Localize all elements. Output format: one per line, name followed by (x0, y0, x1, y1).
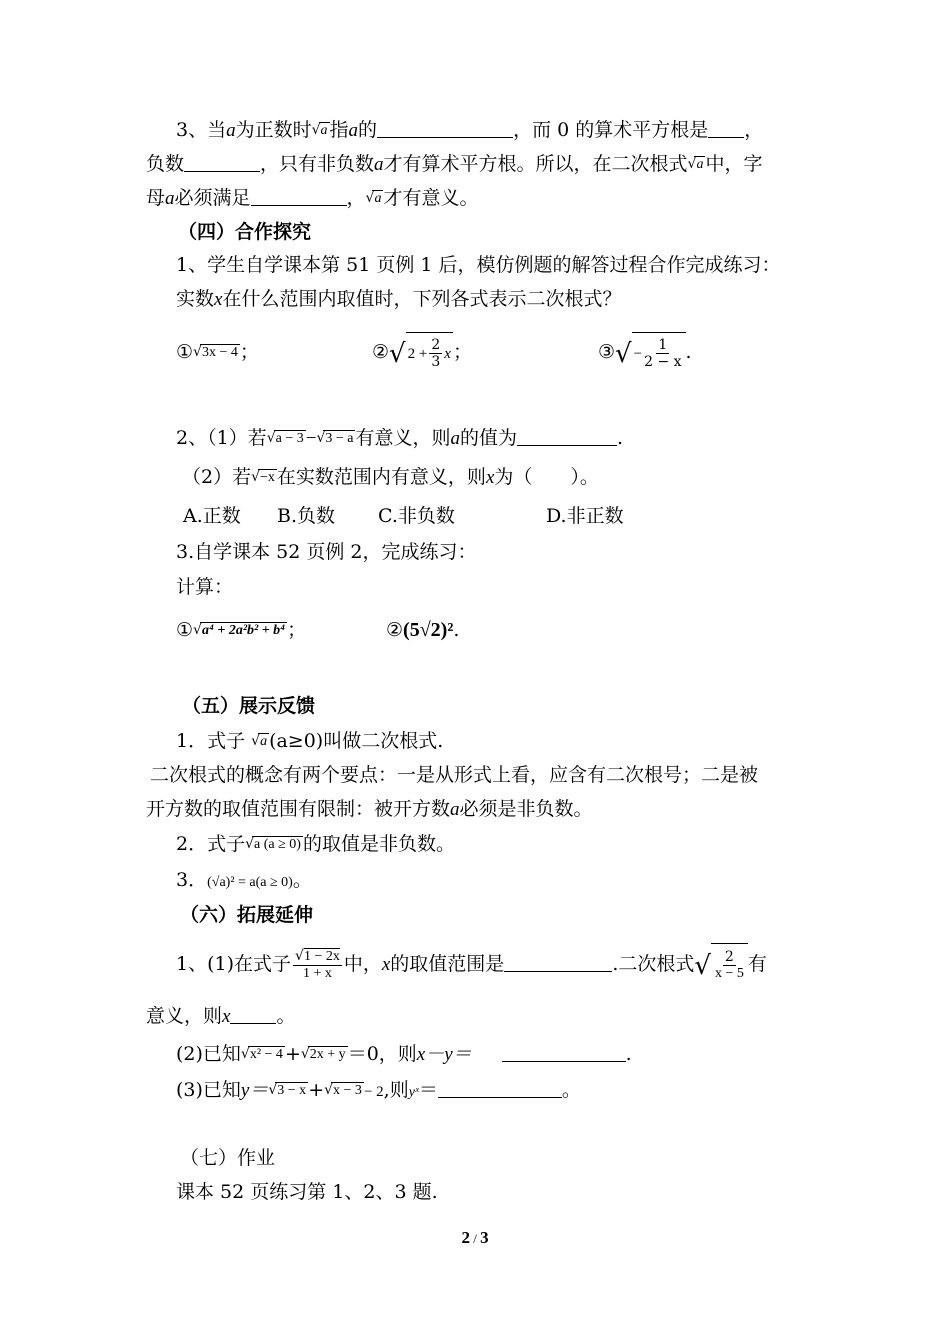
blank-6[interactable] (504, 953, 612, 972)
option-c[interactable]: C.非负数 (378, 505, 455, 527)
para3-line3: 母a必须满足 ，√a 才有意义。 (146, 187, 479, 209)
sec4-q1: 1、学生自学课本第 51 页例 1 后，模仿例题的解答过程合作完成练习： (176, 254, 781, 276)
blank-5[interactable] (517, 427, 617, 446)
expr-2: ②√ 2 + $\frac{2}{3}$ x ； (372, 330, 472, 376)
sec5-l4: 2．式子√a (a ≥ 0) 的取值是非负数。 (176, 833, 455, 855)
sec5-l2: 二次根式的概念有两个要点：一是从形式上看，应含有二次根号；二是被 (150, 764, 759, 786)
sec7-l1: 课本 52 页练习第 1、2、3 题. (176, 1181, 438, 1203)
page-number: 2 / 3 (461, 1228, 489, 1247)
blank-9[interactable] (438, 1079, 562, 1098)
section-6-heading: （六）拓展延伸 (180, 904, 314, 926)
para3-line1: 3、当a为正数时√a 指a的 ，而 0 的算术平方根是 ， (176, 119, 764, 141)
blank-8[interactable] (502, 1043, 626, 1062)
expr-3: ③√ − $\frac{1}{2 - x}$ . (598, 330, 692, 376)
sec6-l3: (2)已知√x² − 4 +√2x + y ＝0，则x－y＝ . (176, 1043, 632, 1065)
option-d[interactable]: D.非正数 (546, 505, 624, 527)
blank-4[interactable] (251, 187, 347, 206)
option-a[interactable]: A.正数 (183, 505, 241, 527)
sec4-q2-1: 2、（1）若√a − 3 −√3 − a 有意义，则a的值为 . (176, 427, 624, 449)
blank-1[interactable] (377, 119, 513, 138)
section-5-heading: （五）展示反馈 (182, 695, 316, 717)
sec5-l3: 开方数的取值范围有限制：被开方数a必须是非负数。 (146, 798, 593, 820)
sec4-q1b: 实数x在什么范围内取值时，下列各式表示二次根式？ (176, 288, 622, 310)
sec6-l4: (3)已知y＝√3 − x +√x − 3 − 2,则yˣ＝ 。 (176, 1079, 581, 1101)
sec6-l1: 1、(1)在式子 $\frac{√1 - 2x}{1 + x}$ 中，x的取值范围是 .二次根式√ $\frac{2}{x - 5}$ 有 (176, 940, 767, 990)
blank-3[interactable] (184, 153, 260, 172)
calc-1: ①√a⁴ + 2a²b² + b⁴ ； (176, 619, 307, 641)
sec6-l2: 意义，则x 。 (146, 1005, 296, 1027)
para3-line2: 负数 ，只有非负数a才有算术平方根。所以，在二次根式√a 中，字 (146, 153, 763, 175)
sec4-q2-2: （2）若√−x 在实数范围内有意义，则x为（ ）。 (182, 466, 599, 488)
sec4-calc: 计算： (176, 576, 234, 598)
option-b[interactable]: B.负数 (277, 505, 336, 527)
section-7-heading: （七）作业 (180, 1147, 276, 1169)
calc-2: ②(5√2)². (386, 619, 460, 641)
sec4-q3: 3.自学课本 52 页例 2，完成练习： (176, 541, 477, 563)
blank-2[interactable] (708, 119, 744, 138)
blank-7[interactable] (230, 1005, 276, 1024)
sec5-l1: 1．式子 √a (a≥0)叫做二次根式. (176, 730, 444, 752)
expr-1: ①√3x − 4 ； (176, 341, 259, 363)
sec5-l5: 3．(√a)² = a(a ≥ 0)。 (176, 869, 312, 891)
section-4-heading: （四）合作探究 (178, 221, 312, 243)
